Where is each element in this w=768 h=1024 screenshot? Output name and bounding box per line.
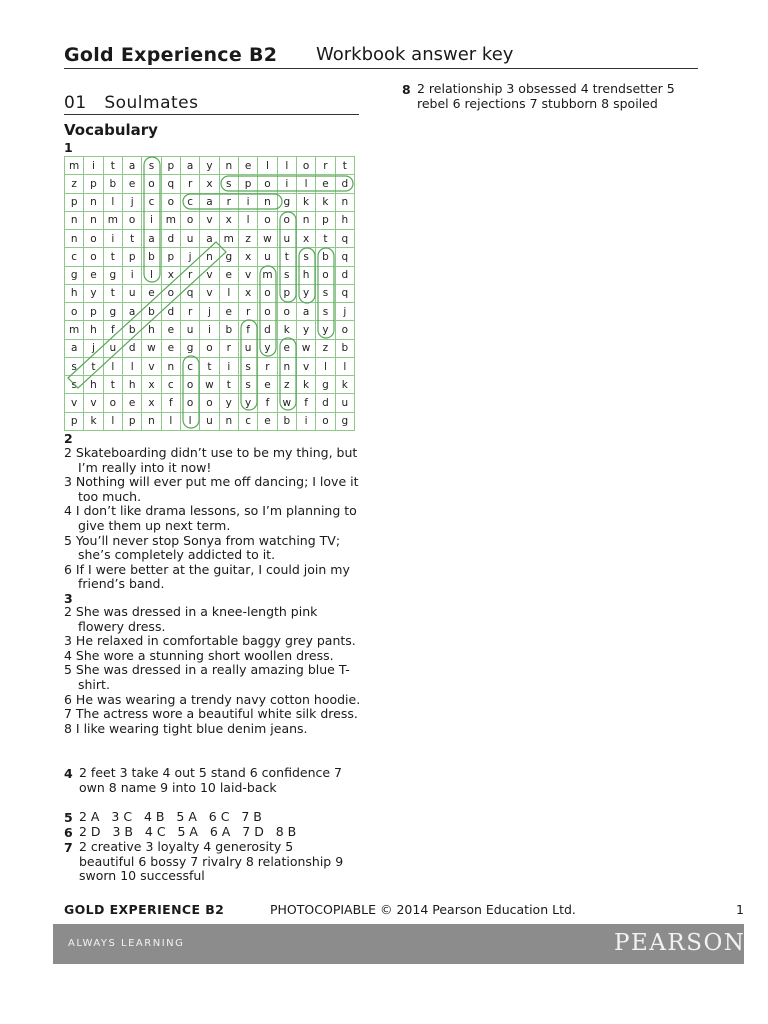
grid-cell: b (316, 248, 335, 266)
grid-cell: o (180, 394, 199, 412)
grid-cell: g (103, 266, 122, 284)
grid-cell: p (316, 211, 335, 229)
grid-cell: u (335, 394, 354, 412)
grid-row (65, 211, 355, 229)
grid-cell: o (103, 394, 122, 412)
exercise-4-answers: 2 feet 3 take 4 out 5 stand 6 confidence 7 own 8 name 9 into 10 laid-back (79, 765, 343, 795)
grid-cell: x (142, 394, 161, 412)
grid-cell: s (65, 376, 84, 394)
grid-cell: k (84, 412, 103, 430)
grid-cell: e (258, 376, 277, 394)
grid-cell: b (142, 248, 161, 266)
exercise-2-item: 5 You’ll never stop Sonya from watching TV; she’s completely addicted to it. (64, 532, 341, 563)
grid-cell: w (142, 339, 161, 357)
grid-cell: u (258, 248, 277, 266)
grid-cell: e (277, 339, 296, 357)
exercise-2-item: 6 If I were better at the guitar, I could join my friend’s band. (64, 561, 350, 592)
grid-cell: h (65, 284, 84, 302)
grid-cell: k (316, 193, 335, 211)
grid-cell: u (180, 321, 199, 339)
grid-cell: u (103, 339, 122, 357)
grid-cell: b (219, 321, 238, 339)
grid-cell: i (219, 357, 238, 375)
section-title: Vocabulary (64, 121, 158, 139)
grid-cell: i (142, 211, 161, 229)
grid-cell: o (258, 211, 277, 229)
grid-cell: z (65, 175, 84, 193)
grid-cell: l (103, 193, 122, 211)
grid-row (65, 357, 355, 375)
grid-cell: q (161, 175, 180, 193)
grid-cell: f (258, 394, 277, 412)
grid-cell: v (296, 357, 315, 375)
grid-cell: d (258, 321, 277, 339)
grid-cell: r (180, 175, 199, 193)
grid-cell: s (238, 376, 257, 394)
grid-cell: u (180, 230, 199, 248)
grid-row (65, 175, 355, 193)
grid-row (65, 248, 355, 266)
grid-cell: w (200, 376, 219, 394)
grid-cell: l (219, 284, 238, 302)
publisher-logo: PEARSON (614, 930, 746, 956)
grid-cell: p (122, 412, 141, 430)
grid-cell: c (142, 193, 161, 211)
grid-cell: y (296, 284, 315, 302)
grid-cell: r (258, 357, 277, 375)
grid-cell: h (296, 266, 315, 284)
grid-cell: s (277, 266, 296, 284)
grid-cell: o (258, 303, 277, 321)
grid-cell: r (238, 303, 257, 321)
grid-cell: o (180, 211, 199, 229)
grid-cell: l (142, 266, 161, 284)
exercise-3-item: 3 He relaxed in comfortable baggy grey pants. (64, 633, 356, 649)
grid-cell: s (316, 303, 335, 321)
grid-cell: o (316, 266, 335, 284)
grid-cell: r (219, 339, 238, 357)
grid-cell: q (335, 230, 354, 248)
exercise-1-number: 1 (64, 140, 73, 155)
grid-cell: n (65, 211, 84, 229)
grid-cell: v (200, 211, 219, 229)
unit-title: 01 Soulmates (64, 93, 199, 113)
grid-cell: b (335, 339, 354, 357)
grid-cell: j (122, 193, 141, 211)
exercise-7-number: 7 (64, 840, 73, 855)
document-subtitle: Workbook answer key (316, 44, 514, 65)
grid-cell: t (103, 248, 122, 266)
grid-cell: b (277, 412, 296, 430)
grid-cell: c (238, 412, 257, 430)
grid-cell: u (122, 284, 141, 302)
grid-cell: l (238, 211, 257, 229)
exercise-3-item: 6 He was wearing a trendy navy cotton hoodie. (64, 691, 361, 707)
grid-cell: b (103, 175, 122, 193)
grid-cell: p (65, 193, 84, 211)
grid-cell: e (258, 412, 277, 430)
grid-cell: k (296, 376, 315, 394)
grid-cell: o (84, 230, 103, 248)
exercise-3-item: 8 I like wearing tight blue denim jeans. (64, 720, 308, 736)
grid-cell: g (316, 376, 335, 394)
grid-cell: e (161, 339, 180, 357)
grid-cell: y (219, 394, 238, 412)
grid-cell: y (200, 157, 219, 175)
grid-cell: l (103, 412, 122, 430)
grid-cell: q (335, 248, 354, 266)
grid-cell: j (200, 303, 219, 321)
grid-cell: l (277, 157, 296, 175)
grid-cell: g (180, 339, 199, 357)
grid-cell: a (142, 230, 161, 248)
exercise-2-item: 4 I don’t like drama lessons, so I’m planning to give them up next term. (64, 503, 357, 533)
grid-row (65, 193, 355, 211)
grid-cell: l (258, 157, 277, 175)
grid-cell: x (238, 248, 257, 266)
grid-cell: r (180, 266, 199, 284)
grid-cell: o (161, 193, 180, 211)
grid-cell: d (161, 303, 180, 321)
grid-cell: g (219, 248, 238, 266)
exercise-2-item: 3 Nothing will ever put me off dancing; I love it too much. (64, 474, 359, 504)
grid-cell: x (161, 266, 180, 284)
grid-cell: y (238, 394, 257, 412)
grid-cell: a (180, 157, 199, 175)
grid-cell: a (65, 339, 84, 357)
grid-cell: l (296, 175, 315, 193)
footer-slogan: ALWAYS LEARNING (68, 938, 185, 949)
grid-cell: n (335, 193, 354, 211)
exercise-5-answers: 2 A 3 C 4 B 5 A 6 C 7 B (79, 809, 262, 824)
unit-divider (64, 114, 359, 115)
grid-cell: s (142, 157, 161, 175)
grid-cell: t (316, 230, 335, 248)
grid-cell: c (180, 357, 199, 375)
grid-cell: e (142, 284, 161, 302)
grid-cell: t (103, 284, 122, 302)
grid-cell: l (103, 357, 122, 375)
grid-row (65, 339, 355, 357)
grid-cell: h (142, 321, 161, 339)
grid-cell: n (84, 211, 103, 229)
grid-cell: e (238, 157, 257, 175)
grid-cell: a (122, 303, 141, 321)
word-search-grid (64, 156, 355, 431)
grid-cell: u (277, 230, 296, 248)
grid-cell: t (219, 376, 238, 394)
grid-cell: l (180, 412, 199, 430)
grid-cell: d (161, 230, 180, 248)
grid-cell: k (335, 376, 354, 394)
book-title: Gold Experience B2 (64, 44, 278, 66)
grid-cell: w (296, 339, 315, 357)
grid-cell: n (296, 211, 315, 229)
page-number: 1 (736, 902, 744, 917)
exercise-6-number: 6 (64, 825, 73, 840)
grid-row (65, 412, 355, 430)
exercise-3-item: 5 She was dressed in a really amazing blue T-shirt. (64, 662, 350, 692)
grid-cell: t (200, 357, 219, 375)
grid-cell: t (335, 157, 354, 175)
grid-cell: p (277, 284, 296, 302)
grid-cell: e (122, 175, 141, 193)
grid-cell: l (161, 412, 180, 430)
grid-cell: b (142, 303, 161, 321)
grid-cell: o (277, 211, 296, 229)
exercise-8-answers: 2 relationship 3 obsessed 4 trendsetter 5 rebel 6 rejections 7 stubborn 8 spoiled (417, 81, 675, 111)
grid-cell: o (258, 284, 277, 302)
exercise-5-number: 5 (64, 810, 73, 825)
grid-cell: d (335, 266, 354, 284)
grid-cell: s (238, 357, 257, 375)
grid-cell: n (258, 193, 277, 211)
grid-row (65, 266, 355, 284)
grid-cell: t (277, 248, 296, 266)
grid-cell: o (296, 157, 315, 175)
grid-cell: m (219, 230, 238, 248)
grid-cell: o (122, 211, 141, 229)
footer-copyright: PHOTOCOPIABLE © 2014 Pearson Education Ltd. (270, 902, 576, 917)
grid-cell: p (161, 157, 180, 175)
grid-cell: v (142, 357, 161, 375)
grid-cell: m (65, 157, 84, 175)
grid-cell: l (316, 357, 335, 375)
header-divider (64, 68, 698, 69)
grid-cell: e (219, 303, 238, 321)
grid-cell: n (65, 230, 84, 248)
grid-cell: d (335, 175, 354, 193)
grid-cell: r (219, 193, 238, 211)
exercise-2-item: 2 Skateboarding didn’t use to be my thing, but I’m really into it now! (64, 445, 358, 475)
grid-cell: n (161, 357, 180, 375)
grid-cell: z (316, 339, 335, 357)
exercise-3-number: 3 (64, 591, 73, 606)
grid-cell: o (200, 339, 219, 357)
grid-cell: s (219, 175, 238, 193)
grid-cell: w (277, 394, 296, 412)
grid-cell: y (84, 284, 103, 302)
grid-cell: g (65, 266, 84, 284)
grid-cell: f (296, 394, 315, 412)
grid-cell: a (296, 303, 315, 321)
grid-cell: p (84, 303, 103, 321)
grid-cell: x (200, 175, 219, 193)
grid-cell: i (238, 193, 257, 211)
grid-cell: a (122, 157, 141, 175)
grid-cell: n (277, 357, 296, 375)
grid-cell: h (335, 211, 354, 229)
grid-cell: s (296, 248, 315, 266)
grid-cell: o (335, 321, 354, 339)
grid-cell: p (161, 248, 180, 266)
grid-cell: f (161, 394, 180, 412)
grid-cell: e (122, 394, 141, 412)
grid-cell: c (180, 193, 199, 211)
grid-cell: h (84, 376, 103, 394)
grid-cell: m (161, 211, 180, 229)
grid-cell: e (84, 266, 103, 284)
grid-cell: i (277, 175, 296, 193)
grid-cell: l (335, 357, 354, 375)
grid-cell: n (219, 157, 238, 175)
grid-cell: n (142, 412, 161, 430)
grid-cell: u (238, 339, 257, 357)
footer-book-title: GOLD EXPERIENCE B2 (64, 902, 225, 917)
grid-row (65, 321, 355, 339)
grid-cell: i (296, 412, 315, 430)
exercise-2-answers (64, 446, 364, 592)
grid-cell: d (316, 394, 335, 412)
grid-cell: p (238, 175, 257, 193)
exercise-4-number: 4 (64, 766, 73, 781)
grid-cell: c (161, 376, 180, 394)
grid-cell: m (103, 211, 122, 229)
grid-cell: f (103, 321, 122, 339)
exercise-8-number: 8 (402, 82, 411, 97)
grid-cell: j (335, 303, 354, 321)
grid-cell: r (180, 303, 199, 321)
grid-cell: t (103, 157, 122, 175)
grid-cell: g (277, 193, 296, 211)
grid-cell: m (258, 266, 277, 284)
grid-cell: o (258, 175, 277, 193)
grid-cell: t (103, 376, 122, 394)
grid-cell: o (200, 394, 219, 412)
grid-cell: i (200, 321, 219, 339)
grid-cell: e (161, 321, 180, 339)
grid-cell: l (122, 357, 141, 375)
grid-cell: o (316, 412, 335, 430)
exercise-3-item: 2 She was dressed in a knee-length pink flowery dress. (64, 604, 318, 634)
grid-cell: o (142, 175, 161, 193)
grid-row (65, 284, 355, 302)
grid-cell: a (200, 193, 219, 211)
exercise-7-answers: 2 creative 3 loyalty 4 generosity 5 beautiful 6 bossy 7 rivalry 8 relationship 9 sworn 10 successful (79, 839, 344, 884)
grid-cell: r (316, 157, 335, 175)
grid-cell: p (65, 412, 84, 430)
grid-cell: w (258, 230, 277, 248)
grid-cell: x (142, 376, 161, 394)
exercise-3-item: 7 The actress wore a beautiful white silk dress. (64, 706, 358, 722)
grid-cell: g (335, 412, 354, 430)
grid-cell: f (238, 321, 257, 339)
grid-cell: n (200, 248, 219, 266)
grid-cell: v (65, 394, 84, 412)
grid-cell: o (180, 376, 199, 394)
grid-cell: e (219, 266, 238, 284)
grid-cell: j (180, 248, 199, 266)
grid-cell: h (84, 321, 103, 339)
grid-cell: a (200, 230, 219, 248)
grid-cell: q (180, 284, 199, 302)
grid-cell: k (296, 193, 315, 211)
grid-cell: z (238, 230, 257, 248)
grid-cell: t (122, 230, 141, 248)
grid-cell: v (200, 284, 219, 302)
grid-cell: n (84, 193, 103, 211)
grid-cell: o (161, 284, 180, 302)
grid-cell: b (122, 321, 141, 339)
grid-cell: i (84, 157, 103, 175)
grid-cell: q (335, 284, 354, 302)
grid-cell: h (122, 376, 141, 394)
exercise-3-item: 4 She wore a stunning short woollen dress. (64, 647, 334, 663)
grid-cell: y (316, 321, 335, 339)
grid-cell: e (316, 175, 335, 193)
grid-cell: y (296, 321, 315, 339)
grid-cell: z (277, 376, 296, 394)
grid-cell: c (65, 248, 84, 266)
exercise-6-answers: 2 D 3 B 4 C 5 A 6 A 7 D 8 B (79, 824, 297, 839)
grid-row (65, 157, 355, 175)
grid-cell: v (84, 394, 103, 412)
grid-cell: s (316, 284, 335, 302)
exercise-2-number: 2 (64, 431, 73, 446)
grid-cell: v (200, 266, 219, 284)
grid-row (65, 376, 355, 394)
grid-cell: g (103, 303, 122, 321)
grid-cell: u (200, 412, 219, 430)
grid-cell: v (238, 266, 257, 284)
grid-cell: i (103, 230, 122, 248)
grid-cell: x (296, 230, 315, 248)
grid-cell: k (277, 321, 296, 339)
grid-cell: j (84, 339, 103, 357)
grid-cell: t (84, 357, 103, 375)
grid-row (65, 230, 355, 248)
grid-cell: x (219, 211, 238, 229)
grid-cell: o (84, 248, 103, 266)
grid-cell: x (238, 284, 257, 302)
grid-cell: o (277, 303, 296, 321)
grid-cell: m (65, 321, 84, 339)
grid-cell: y (258, 339, 277, 357)
grid-row (65, 394, 355, 412)
grid-cell: p (84, 175, 103, 193)
grid-cell: o (65, 303, 84, 321)
grid-cell: s (65, 357, 84, 375)
exercise-3-answers (64, 605, 364, 736)
grid-cell: d (122, 339, 141, 357)
grid-row (65, 303, 355, 321)
grid-cell: i (122, 266, 141, 284)
grid-cell: n (219, 412, 238, 430)
grid-cell: p (122, 248, 141, 266)
